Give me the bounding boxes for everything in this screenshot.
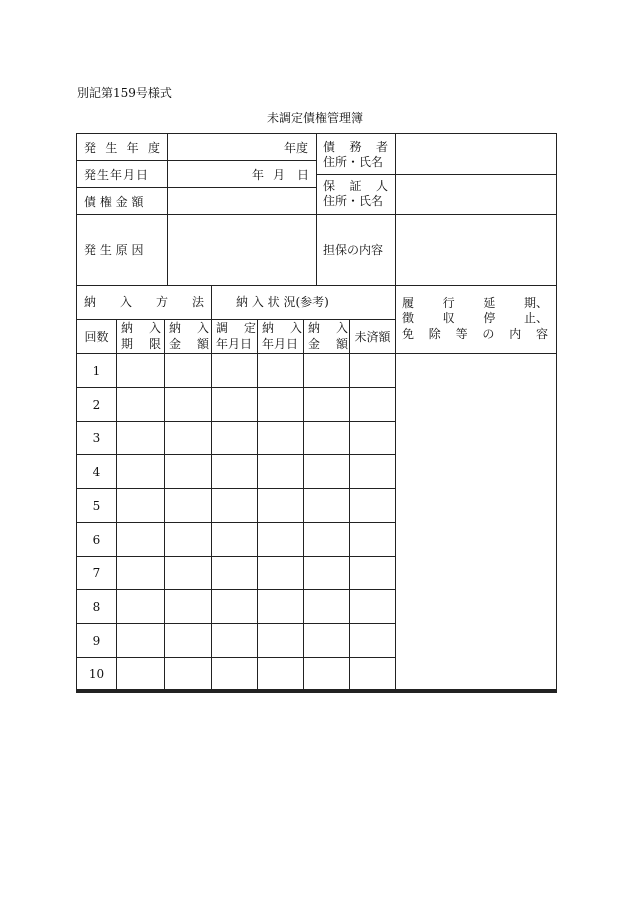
deferral-label-line3: 免 除 等 の 内 容 xyxy=(402,327,548,341)
deferral-label-line1: 履 行 延 期、 xyxy=(402,296,548,310)
fiscal-year-suffix: 年度 xyxy=(284,141,309,155)
form-number: 別記第159号様式 xyxy=(77,86,172,100)
row-number: 10 xyxy=(88,666,105,681)
col-paid-date-header-2: 年月日 xyxy=(262,337,299,351)
fiscal-year-label: 発 生 年 度 xyxy=(84,141,160,155)
claim-amount-label: 債 権 金 額 xyxy=(84,195,144,209)
row-number: 3 xyxy=(92,431,101,445)
guarantor-label: 保 証 人 xyxy=(323,179,389,193)
row-number: 2 xyxy=(92,397,101,412)
debtor-address-label: 住所・氏名 xyxy=(323,155,384,169)
row-number: 6 xyxy=(92,532,101,547)
row-number: 7 xyxy=(92,566,101,580)
col-due-date-header-2: 期 限 xyxy=(121,337,161,351)
row-number: 1 xyxy=(92,363,101,378)
occurrence-date-label: 発生年月日 xyxy=(84,168,150,182)
deferral-label-line2: 徴 収 停 止、 xyxy=(402,311,548,325)
row-number: 8 xyxy=(92,599,101,614)
col-paid-amount-header-2: 金 額 xyxy=(308,337,348,351)
payment-method-label: 納 入 方 法 xyxy=(84,295,204,309)
debtor-label: 債 務 者 xyxy=(323,140,389,154)
col-assess-date-header-1: 調 定 xyxy=(216,321,256,335)
date-day-unit: 日 xyxy=(297,168,310,182)
payment-status-label: 納 入 状 況(参考) xyxy=(236,295,329,309)
guarantor-address-label: 住所・氏名 xyxy=(323,194,384,208)
col-count-header: 回数 xyxy=(84,330,109,344)
col-paid-amount-header-1: 納 入 xyxy=(308,321,348,335)
row-number: 5 xyxy=(92,498,101,513)
row-number: 4 xyxy=(92,464,101,479)
row-number: 9 xyxy=(92,633,101,648)
occurrence-cause-label: 発 生 原 因 xyxy=(84,243,144,257)
col-unpaid-header: 未済額 xyxy=(354,330,391,344)
date-year-unit: 年 xyxy=(252,168,265,182)
col-paid-date-header-1: 納 入 xyxy=(262,321,302,335)
collateral-label: 担保の内容 xyxy=(323,243,384,257)
col-pay-amount-header-2: 金 額 xyxy=(169,337,209,351)
col-pay-amount-header-1: 納 入 xyxy=(169,321,209,335)
date-month-unit: 月 xyxy=(273,168,286,182)
document-title: 未調定債権管理簿 xyxy=(266,111,363,125)
col-due-date-header-1: 納 入 xyxy=(121,321,161,335)
col-assess-date-header-2: 年月日 xyxy=(216,337,253,351)
